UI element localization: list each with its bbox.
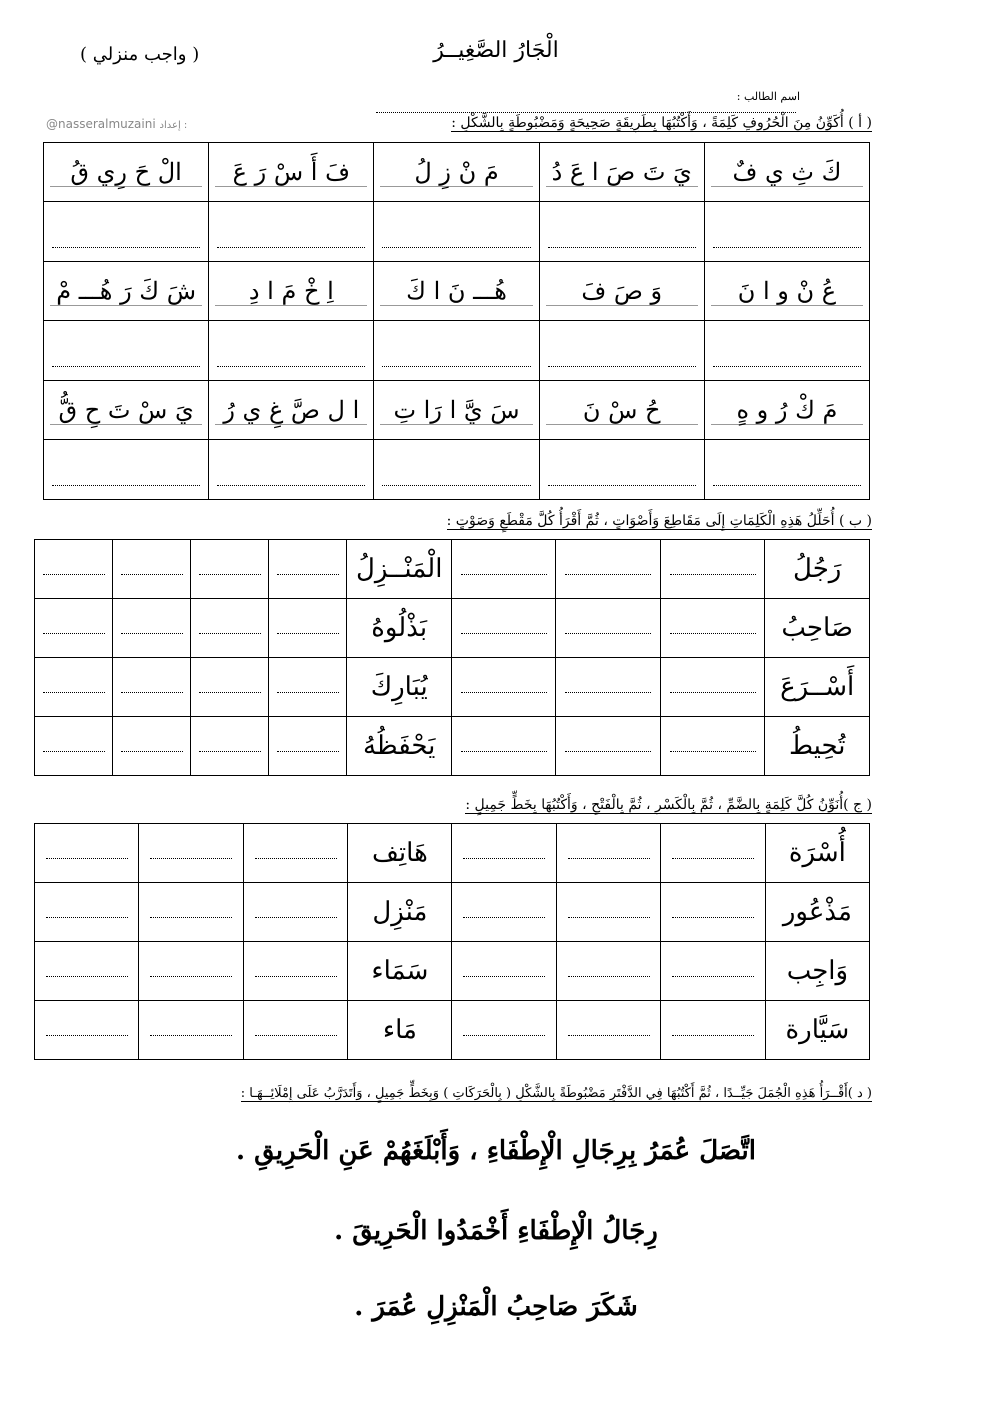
blank-cell[interactable] — [556, 658, 661, 717]
blank-cell[interactable] — [556, 599, 661, 658]
answer-cell[interactable] — [704, 440, 869, 500]
blank-cell[interactable] — [556, 540, 661, 599]
blank-cell[interactable] — [556, 717, 661, 776]
letters-cell: فَ أَ سْ رَ عَ — [215, 158, 367, 187]
blank-cell[interactable] — [139, 942, 243, 1001]
answer-cell[interactable] — [209, 321, 374, 381]
answer-cell[interactable] — [539, 202, 704, 262]
letters-row — [44, 262, 870, 321]
blank-cell[interactable] — [556, 824, 660, 883]
letters-cell: عُ نْ و ا نَ — [711, 277, 863, 306]
blank-cell[interactable] — [660, 658, 765, 717]
letters-row — [44, 143, 870, 202]
blank-cell[interactable] — [269, 540, 347, 599]
blank-cell[interactable] — [35, 540, 113, 599]
answer-cell[interactable] — [44, 202, 209, 262]
blank-cell[interactable] — [269, 599, 347, 658]
section-b-instruction: ( ب ) أُحَلِّلُ هَذِهِ الْكَلِمَاتِ إِلَى مَقَاطِعَ وَأَصْوَاتٍ ، ثُمَّ أَقْرَأُ كُلَّ مَقْطَعٍ وَصَوْتٍ : — [446, 513, 872, 529]
blank-cell[interactable] — [661, 824, 765, 883]
blank-cell[interactable] — [191, 658, 269, 717]
table-row — [35, 658, 870, 717]
blank-cell[interactable] — [35, 1001, 139, 1060]
section-a-table — [43, 142, 870, 500]
letters-cell: حُ سْ نَ — [546, 396, 698, 425]
word-cell: وَاجِب — [765, 942, 869, 1001]
blank-cell[interactable] — [660, 599, 765, 658]
blank-cell[interactable] — [451, 599, 556, 658]
student-name-field — [320, 90, 800, 116]
blank-cell[interactable] — [35, 599, 113, 658]
word-cell: أُسْرَة — [765, 824, 869, 883]
blank-cell[interactable] — [243, 942, 347, 1001]
blank-cell[interactable] — [35, 883, 139, 942]
credit — [46, 117, 187, 131]
blank-cell[interactable] — [191, 540, 269, 599]
blank-cell[interactable] — [35, 942, 139, 1001]
blank-cell[interactable] — [452, 1001, 556, 1060]
section-d-instruction: ( د )أَقْــرَأُ هَذِهِ الْجُمَلَ جَيِّــدًا ، ثُمَّ أَكْتُبُهَا فِي الدَّفْتَرِ مَضْبُوطَةً بِالشَّكْلِ ( بِالْحَرَكَاتِ ) وَبِخَطٍّ جَمِيلٍ ، وَأَتَدَرَّبُ عَلَى إِمْلَائِــهَـا : — [240, 1086, 872, 1101]
answer-cell[interactable] — [209, 202, 374, 262]
credit-handle: @nasseralmuzaini — [46, 117, 156, 131]
letters-cell: كَ ثِ ي فٌ — [711, 158, 863, 187]
blank-cell[interactable] — [452, 942, 556, 1001]
section-c-instruction: ( ج )أُنَوِّنُ كُلَّ كَلِمَةٍ بِالضَّمِّ ، ثُمَّ بِالْكَسْرِ ، ثُمَّ بِالْفَتْحِ ، وَأَكْتُبُهَا بِخَطٍّ جَمِيلٍ : — [465, 797, 872, 813]
letters-cell: هُـــ نَ ا كَ — [380, 277, 532, 306]
page-title: الْجَارُ الصَّغِيــرُ — [433, 38, 559, 63]
word-cell: مَاء — [348, 1001, 452, 1060]
word-cell: يُبَارِكَ — [347, 658, 452, 717]
blank-cell[interactable] — [113, 717, 191, 776]
letters-cell: شَ كَ رَ هُـــ مْ — [50, 277, 202, 306]
blank-cell[interactable] — [113, 658, 191, 717]
table-row — [35, 883, 870, 942]
answer-row — [44, 202, 870, 262]
table-row — [35, 717, 870, 776]
table-row — [35, 1001, 870, 1060]
answer-cell[interactable] — [374, 321, 539, 381]
blank-cell[interactable] — [556, 883, 660, 942]
sentence: رِجَالُ الْإِطْفَاءِ أَخْمَدُوا الْحَرِيقَ . — [334, 1216, 658, 1246]
word-cell: يَحْفَظُهُ — [347, 717, 452, 776]
blank-cell[interactable] — [139, 883, 243, 942]
answer-cell[interactable] — [44, 321, 209, 381]
blank-cell[interactable] — [660, 540, 765, 599]
blank-cell[interactable] — [243, 883, 347, 942]
letters-cell: سَ يَّ ا رَا تِ — [380, 396, 532, 425]
blank-cell[interactable] — [452, 824, 556, 883]
answer-cell[interactable] — [704, 202, 869, 262]
blank-cell[interactable] — [556, 942, 660, 1001]
letters-cell: اِ خْ مَ ا دِ — [215, 277, 367, 306]
answer-cell[interactable] — [539, 321, 704, 381]
blank-cell[interactable] — [139, 1001, 243, 1060]
blank-cell[interactable] — [451, 717, 556, 776]
word-cell: سَمَاء — [348, 942, 452, 1001]
letters-cell: وَ صَ فَ — [546, 277, 698, 306]
blank-cell[interactable] — [451, 540, 556, 599]
answer-cell[interactable] — [209, 440, 374, 500]
blank-cell[interactable] — [243, 1001, 347, 1060]
letters-row — [44, 381, 870, 440]
table-row — [35, 824, 870, 883]
student-name-line — [376, 103, 796, 113]
word-cell: مَذْعُور — [765, 883, 869, 942]
credit-label: إعداد : — [159, 120, 188, 131]
blank-cell[interactable] — [35, 658, 113, 717]
answer-cell[interactable] — [374, 202, 539, 262]
table-row — [35, 599, 870, 658]
letters-cell: يَ سْ تَ حِ قُّ — [50, 396, 202, 425]
word-cell: بَذْلُوهُ — [347, 599, 452, 658]
blank-cell[interactable] — [661, 942, 765, 1001]
blank-cell[interactable] — [35, 717, 113, 776]
letters-cell: يَ تَ صَ ا عَ دُ — [546, 158, 698, 187]
blank-cell[interactable] — [661, 1001, 765, 1060]
letters-cell: الْ حَ رِي قُ — [50, 158, 202, 187]
word-cell: صَاحِبُ — [765, 599, 870, 658]
word-cell: سَيَّارة — [765, 1001, 869, 1060]
section-c-table — [34, 823, 870, 1060]
answer-cell[interactable] — [44, 440, 209, 500]
word-cell: تُحِيطُ — [765, 717, 870, 776]
blank-cell[interactable] — [451, 658, 556, 717]
word-cell: الْمَنْــزِلُ — [347, 540, 452, 599]
word-cell: مَنْزِل — [348, 883, 452, 942]
blank-cell[interactable] — [269, 658, 347, 717]
word-cell: رَجُلُ — [765, 540, 870, 599]
blank-cell[interactable] — [243, 824, 347, 883]
sentence: اتَّصَلَ عُمَرُ بِرِجَالِ الْإِطْفَاءِ ، وَأَبْلَغَهُمْ عَنِ الْحَرِيقِ . — [236, 1136, 756, 1166]
word-cell: هَاتِف — [348, 824, 452, 883]
blank-cell[interactable] — [269, 717, 347, 776]
sentence: شَكَرَ صَاحِبُ الْمَنْزِلِ عُمَرَ . — [354, 1292, 638, 1322]
table-row — [35, 942, 870, 1001]
student-name-label: اسم الطالب : — [736, 90, 800, 103]
answer-cell[interactable] — [374, 440, 539, 500]
blank-cell[interactable] — [35, 824, 139, 883]
letters-cell: ا ل صَّ غِ ي رُ — [215, 396, 367, 425]
homework-label: ( واجب منزلي ) — [80, 44, 200, 65]
blank-cell[interactable] — [556, 1001, 660, 1060]
table-row — [35, 540, 870, 599]
section-a-instruction: ( أ ) أُكَوِّنُ مِنَ الْحُرُوفِ كَلِمَةً ، وَأَكْتُبُهَا بِطَرِيقَةٍ صَحِيحَةٍ وَمَضْبُوطَةٍ بِالشَّكْلِ : — [451, 115, 872, 131]
letters-cell: مَ كْ رُ و هٍ — [711, 396, 863, 425]
blank-cell[interactable] — [139, 824, 243, 883]
answer-cell[interactable] — [704, 321, 869, 381]
blank-cell[interactable] — [191, 599, 269, 658]
blank-cell[interactable] — [113, 540, 191, 599]
letters-cell: مَ نْ زِ لُ — [380, 158, 532, 187]
section-b-table — [34, 539, 870, 776]
blank-cell[interactable] — [661, 883, 765, 942]
word-cell: أَسْــرَعَ — [765, 658, 870, 717]
answer-row — [44, 440, 870, 500]
answer-row — [44, 321, 870, 381]
blank-cell[interactable] — [113, 599, 191, 658]
blank-cell[interactable] — [191, 717, 269, 776]
blank-cell[interactable] — [660, 717, 765, 776]
answer-cell[interactable] — [539, 440, 704, 500]
blank-cell[interactable] — [452, 883, 556, 942]
